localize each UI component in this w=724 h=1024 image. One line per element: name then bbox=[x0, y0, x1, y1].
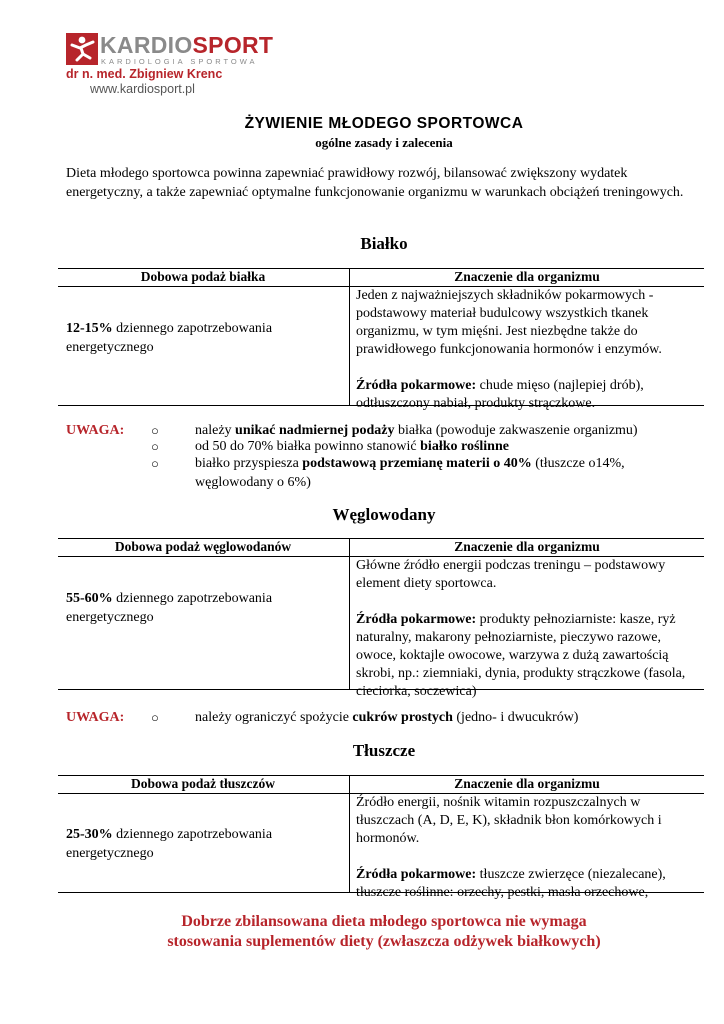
carbs-col2-header: Znaczenie dla organizmu bbox=[454, 539, 600, 554]
fats-col1-header: Dobowa podaż tłuszczów bbox=[131, 776, 275, 791]
protein-col1-header: Dobowa podaż białka bbox=[140, 269, 266, 284]
fats-intake-range: 25-30% dziennego zapotrzebowania energetycznego bbox=[66, 827, 273, 861]
protein-warning-label: UWAGA: bbox=[66, 423, 125, 438]
fats-table-divider bbox=[349, 775, 350, 893]
protein-sources: Źródła pokarmowe: chude mięso (najlepiej drób), odtłuszczony nabiał, produkty strączkowe. bbox=[356, 378, 644, 411]
kardiosport-logo-icon bbox=[66, 33, 98, 65]
carbs-table-divider bbox=[349, 538, 350, 690]
protein-table-divider bbox=[349, 268, 350, 406]
carbs-intake-range: 55-60% dziennego zapotrzebowania energetycznego bbox=[66, 591, 273, 625]
carbs-section-title: Węglowodany bbox=[332, 505, 436, 524]
doctor-name: dr n. med. Zbigniew Krenc bbox=[66, 67, 223, 81]
carbs-col1-header: Dobowa podaż węglowodanów bbox=[114, 539, 292, 554]
carbs-warning-label: UWAGA: bbox=[66, 710, 125, 725]
bullet-icon: ○ bbox=[151, 423, 159, 438]
document-title: ŻYWIENIE MŁODEGO SPORTOWCA bbox=[244, 115, 524, 132]
protein-meaning: Jeden z najważniejszych składników pokarmowych - podstawowy materiał budulcowy wszystkich tkanek organizmu, w tym mięśni. Jest niezbędne także do prawidłowego funkcjonowania hormonów i enzymów. bbox=[356, 288, 662, 357]
protein-intake-range: 12-15% dziennego zapotrzebowania energetycznego bbox=[66, 321, 273, 355]
fats-sources: Źródła pokarmowe: tłuszcze zwierzęce (niezalecane), tłuszcze roślinne: orzechy, pestki, masła orzechowe, bbox=[356, 867, 666, 900]
protein-meaning-cell bbox=[356, 287, 701, 413]
fats-col2-header: Znaczenie dla organizmu bbox=[454, 776, 600, 791]
carbs-sources: Źródła pokarmowe: produkty pełnoziarniste: kasze, ryż naturalny, makarony pełnoziarniste, pieczywo razowe, owoce, koktajle owocowe, warzywa z dużą zawartością skrobi, np.: ziemniaki, dynia, produkty strączkowe (fasola, cieciorka, soczewica) bbox=[356, 612, 686, 699]
bullet-icon: ○ bbox=[151, 710, 159, 725]
closing-statement bbox=[0, 912, 724, 952]
intro-paragraph: Dieta młodego sportowca powinna zapewniać prawidłowy rozwój, bilansować zwiększony wydatek energetyczny, a także zapewniać optymalne funkcjonowanie organizmu w warunkach obciążeń treningowych. bbox=[66, 166, 684, 200]
carbs-meaning: Główne źródło energii podczas treningu – podstawowy element diety sportowca. bbox=[356, 558, 666, 591]
fats-section-title: Tłuszcze bbox=[352, 741, 416, 760]
protein-note-1: należy unikać nadmiernej podaży białka (powoduje zakwaszenie organizmu) bbox=[195, 423, 638, 438]
website-link[interactable]: www.kardiosport.pl bbox=[90, 82, 195, 96]
protein-note-2: od 50 do 70% białka powinno stanowić białko roślinne bbox=[195, 439, 509, 454]
carbs-note-1: należy ograniczyć spożycie cukrów prostych (jedno- i dwucukrów) bbox=[195, 710, 579, 725]
closing-line-1: Dobrze zbilansowana dieta młodego sportowca nie wymaga bbox=[181, 913, 587, 930]
protein-note-3: białko przyspiesza podstawową przemianę materii o 40% (tłuszcze o14%, węglowodany o 6%) bbox=[195, 456, 625, 490]
bullet-icon: ○ bbox=[151, 456, 159, 471]
fats-meaning-cell bbox=[356, 794, 701, 902]
fats-meaning: Źródło energii, nośnik witamin rozpuszczalnych w tłuszczach (A, D, E, K), składnik błon komórkowych i hormonów. bbox=[356, 795, 662, 846]
closing-line-2: stosowania suplementów diety (zwłaszcza odżywek białkowych) bbox=[167, 933, 601, 950]
brand-subtitle: KARDIOLOGIA SPORTOWA bbox=[101, 57, 258, 66]
carbs-meaning-cell bbox=[356, 557, 701, 701]
document-subtitle: ogólne zasady i zalecenia bbox=[315, 135, 453, 150]
brand-logo-text: KARDIOSPORT bbox=[100, 32, 274, 58]
protein-section-title: Białko bbox=[360, 234, 408, 253]
bullet-icon: ○ bbox=[151, 439, 159, 454]
protein-col2-header: Znaczenie dla organizmu bbox=[454, 269, 600, 284]
